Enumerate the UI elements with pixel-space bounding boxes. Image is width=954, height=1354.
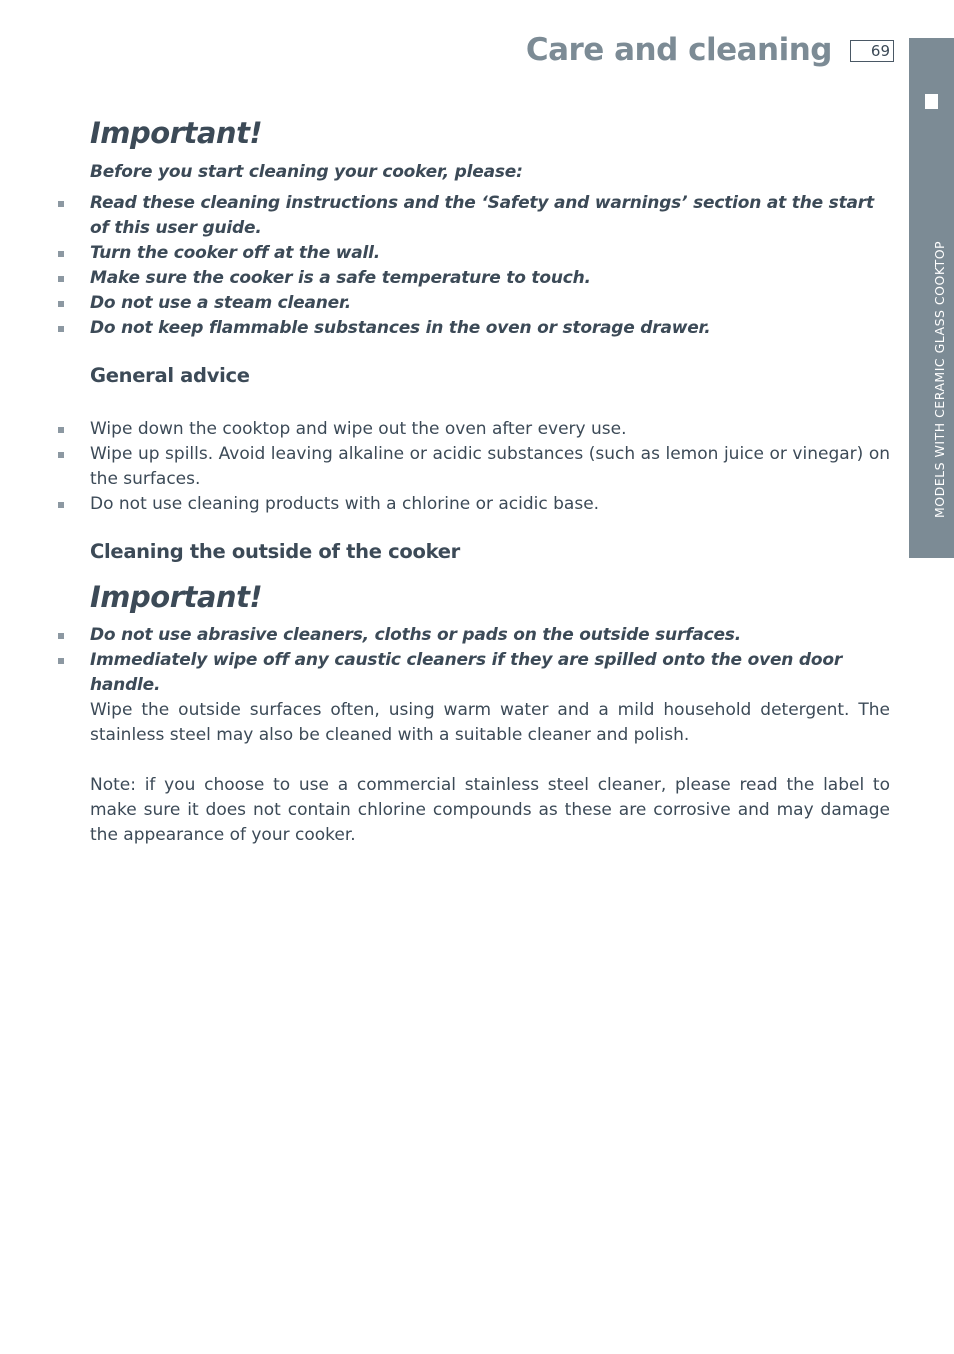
important-intro: Before you start cleaning your cooker, please:: [90, 162, 523, 182]
important-item: Make sure the cooker is a safe temperature to touch.: [90, 268, 591, 288]
important-item: Read these cleaning instructions and the ‘Safety and warnings’ section at the start of this user guide.: [90, 193, 874, 238]
important-item: Turn the cooker off at the wall.: [90, 243, 381, 263]
important-item: Do not use a steam cleaner.: [90, 293, 352, 313]
body-paragraph: Wipe the outside surfaces often, using warm water and a mild household detergent. The stainless steel may also be cleaned with a suitable cleaner and polish.: [90, 700, 890, 745]
bullet-marker: [58, 201, 64, 207]
bullet-marker: [58, 326, 64, 332]
important-heading: Important!: [90, 580, 263, 614]
side-tab-marker: [925, 94, 938, 109]
advice-item: Wipe up spills. Avoid leaving alkaline or acidic substances (such as lemon juice or vinegar) on the surfaces.: [90, 444, 890, 489]
advice-item: Do not use cleaning products with a chlorine or acidic base.: [90, 494, 600, 514]
bullet-marker: [58, 276, 64, 282]
side-tab-label: MODELS WITH CERAMIC GLASS COOKTOP: [932, 240, 947, 518]
advice-item: Wipe down the cooktop and wipe out the oven after every use.: [90, 419, 627, 439]
page-number: 69: [850, 40, 894, 62]
bullet-marker: [58, 452, 64, 458]
important-item: Do not keep flammable substances in the oven or storage drawer.: [90, 318, 711, 338]
side-tab: [909, 38, 954, 558]
bullet-marker: [58, 658, 64, 664]
bullet-marker: [58, 502, 64, 508]
body-paragraph: Note: if you choose to use a commercial stainless steel cleaner, please read the label to make sure it does not contain chlorine compounds as these are corrosive and may damage the appearance of your cooker.: [90, 775, 890, 845]
important-heading: Important!: [90, 116, 263, 150]
important-item: Do not use abrasive cleaners, cloths or pads on the outside surfaces.: [90, 625, 741, 645]
important-item: Immediately wipe off any caustic cleaners if they are spilled onto the oven door handle.: [90, 650, 843, 695]
section-heading-cleaning-outside: Cleaning the outside of the cooker: [90, 540, 460, 563]
bullet-marker: [58, 633, 64, 639]
bullet-marker: [58, 427, 64, 433]
bullet-marker: [58, 301, 64, 307]
page-header-title: Care and cleaning: [525, 32, 832, 68]
bullet-marker: [58, 251, 64, 257]
section-heading-general-advice: General advice: [90, 364, 250, 387]
